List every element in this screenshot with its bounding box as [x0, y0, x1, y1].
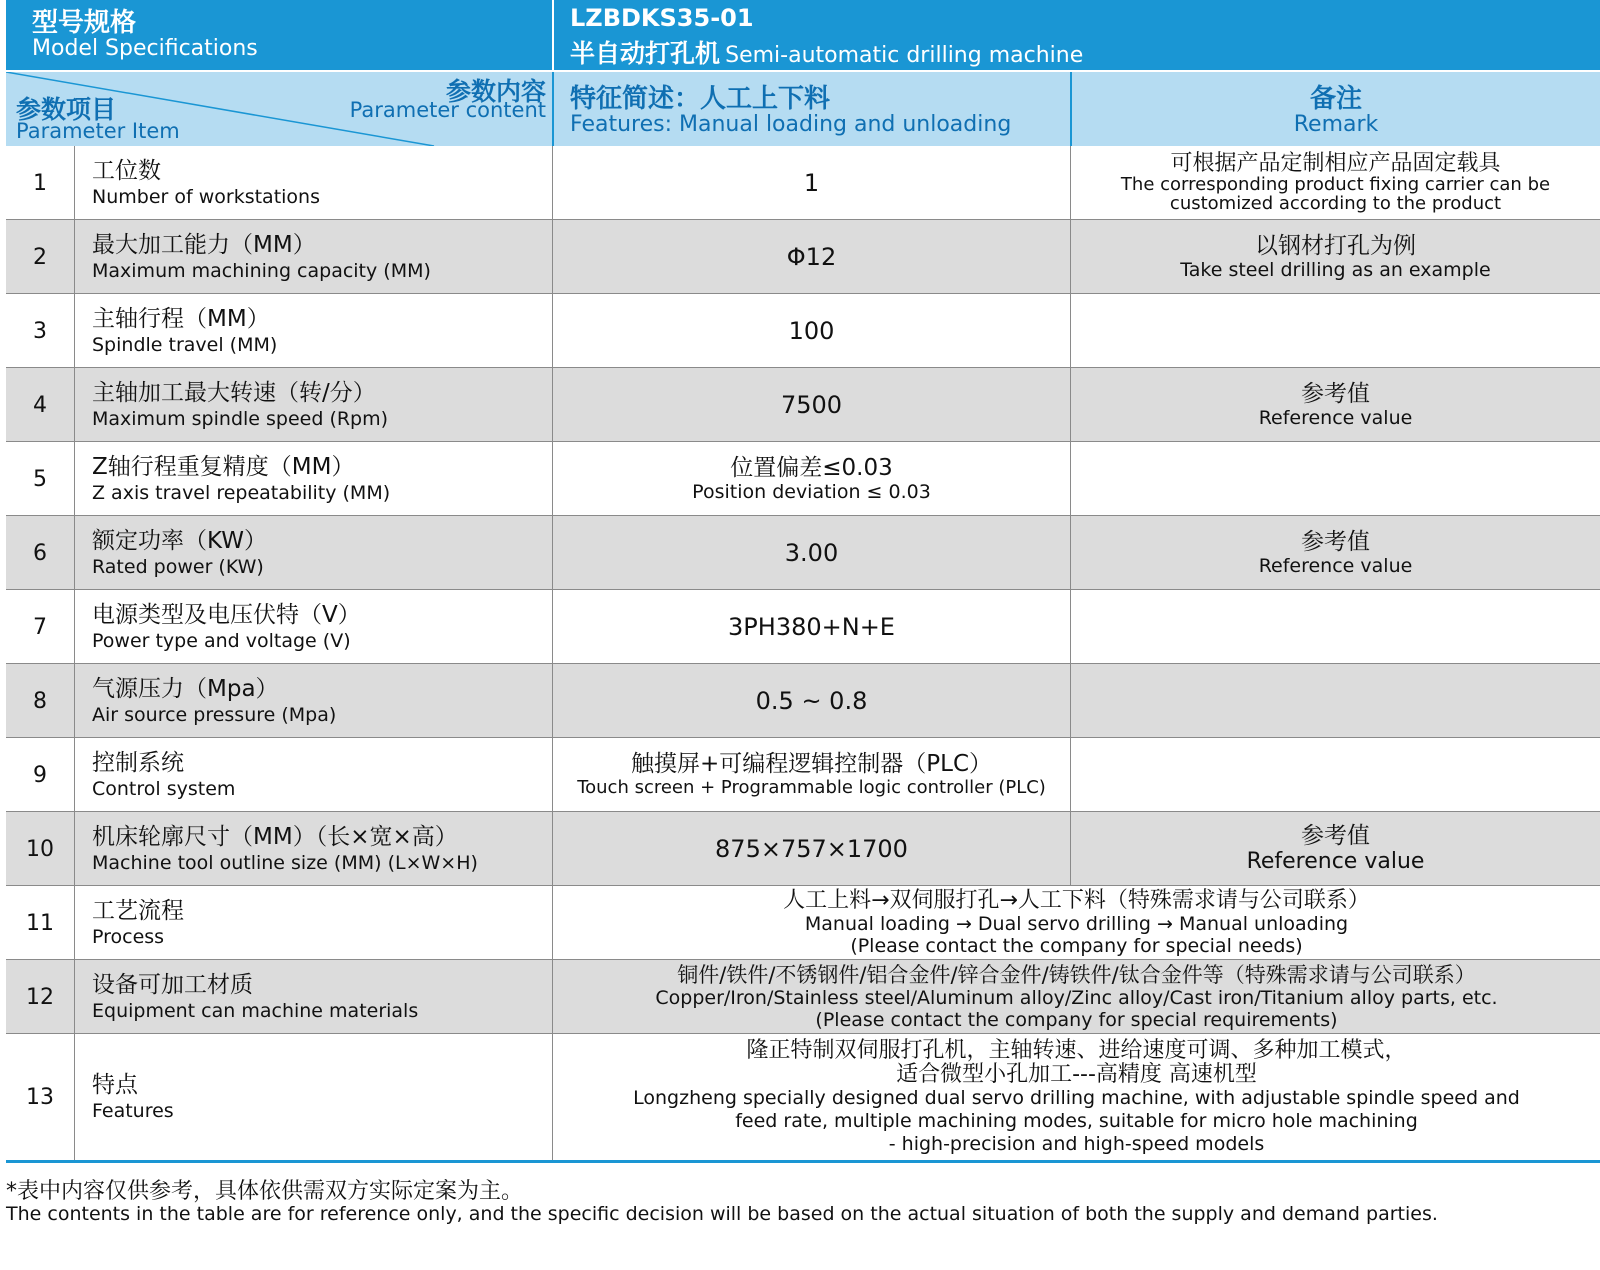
value-text: 7500	[780, 391, 843, 419]
param-item-en: Machine tool outline size (MM) (L×W×H)	[92, 852, 478, 874]
param-content-en: Parameter content	[349, 98, 546, 122]
param-item-cn: 参数项目	[16, 95, 117, 124]
row-number: 13	[26, 1084, 54, 1110]
param-item-en: Rated power (KW)	[92, 556, 264, 578]
param-item-cn: 主轴行程（MM）	[92, 306, 270, 332]
remark-cn: 参考值	[1301, 823, 1370, 849]
param-item-en: Number of workstations	[92, 186, 320, 208]
param-remark	[1071, 146, 1600, 220]
remark-en: Reference value	[1258, 407, 1413, 429]
param-item-cn: 特点	[92, 1072, 138, 1098]
value-en: Longzheng specially designed dual servo drilling machine, with adjustable spindle speed and	[633, 1086, 1520, 1109]
param-item-cn: 最大加工能力（MM）	[92, 232, 316, 258]
param-item-en: Parameter Item	[16, 119, 180, 143]
param-value	[553, 886, 1600, 960]
features-cn: 特征简述：人工上下料	[570, 84, 831, 114]
param-value	[553, 1034, 1600, 1160]
param-item-cn: 气源压力（Mpa）	[92, 676, 279, 702]
param-item-en: Control system	[92, 778, 236, 800]
value-cn: 隆正特制双伺服打孔机，主轴转速、进给速度可调、多种加工模式，	[746, 1037, 1407, 1063]
value-text: 1	[803, 169, 820, 197]
param-item-cn: 设备可加工材质	[92, 972, 253, 998]
row-number: 10	[26, 836, 54, 862]
value-en-line2: feed rate, multiple machining modes, suitable for micro hole machining	[735, 1109, 1418, 1132]
row-number: 3	[33, 318, 47, 344]
param-item	[92, 738, 552, 812]
table-row	[6, 812, 1600, 886]
param-remark	[1071, 516, 1600, 590]
row-number: 7	[33, 614, 47, 640]
remark-en: Reference value	[1258, 555, 1413, 577]
table-row	[6, 664, 1600, 738]
remark-cn: 可根据产品定制相应产品固定载具	[1170, 151, 1501, 176]
footnote-cn: *表中内容仅供参考，具体依供需双方实际定案为主。	[6, 1179, 524, 1204]
param-value	[553, 960, 1600, 1034]
table-title-bar	[6, 0, 1600, 70]
value-text: 3.00	[784, 539, 839, 567]
param-item-en: Features	[92, 1100, 174, 1122]
value-text: 875×757×1700	[715, 835, 908, 863]
param-value	[553, 590, 1070, 664]
machine-name-cn: 半自动打孔机	[570, 39, 721, 68]
value-text: Φ12	[786, 243, 837, 271]
table-row	[6, 738, 1600, 812]
param-value	[553, 738, 1070, 812]
value-text: 0.5 ~ 0.8	[755, 687, 868, 715]
param-remark	[1071, 738, 1600, 812]
model-code: LZBDKS35-01	[570, 4, 754, 32]
param-item-cn: 工艺流程	[92, 898, 184, 924]
value-en: Position deviation ≤ 0.03	[692, 481, 931, 503]
param-value	[553, 368, 1070, 442]
param-remark	[1071, 220, 1600, 294]
table-row	[6, 146, 1600, 220]
row-number: 4	[33, 392, 47, 418]
row-number: 2	[33, 244, 47, 270]
row-number: 8	[33, 688, 47, 714]
value-en: Touch screen + Programmable logic controller (PLC)	[577, 777, 1046, 798]
table-row	[6, 1034, 1600, 1160]
model-spec-cn: 型号规格	[32, 8, 137, 38]
param-item	[92, 368, 552, 442]
row-number: 9	[33, 762, 47, 788]
row-number: 12	[26, 984, 54, 1010]
remark-en: Reference value	[1246, 849, 1425, 874]
value-text: 3PH380+N+E	[728, 613, 895, 641]
table-row	[6, 368, 1600, 442]
remark-cn: 备注	[1309, 84, 1362, 114]
table-row	[6, 294, 1600, 368]
col-divider	[552, 72, 554, 146]
features-en: Features: Manual loading and unloading	[570, 112, 1012, 137]
param-item-cn: 控制系统	[92, 750, 184, 776]
remark-en: The corresponding product fixing carrier can be customized according to the product	[1120, 174, 1551, 214]
param-item-en: Maximum machining capacity (MM)	[92, 260, 431, 282]
param-item-en: Air source pressure (Mpa)	[92, 704, 337, 726]
param-remark	[1071, 590, 1600, 664]
param-item-cn: 机床轮廓尺寸（MM）（长×宽×高）	[92, 824, 458, 850]
param-item-en: Z axis travel repeatability (MM)	[92, 482, 391, 504]
remark-en: Remark	[1293, 112, 1379, 137]
param-item	[92, 516, 552, 590]
param-item-cn: 额定功率（KW）	[92, 528, 268, 554]
model-spec-en: Model Specifications	[32, 36, 258, 61]
param-item	[92, 442, 552, 516]
param-value	[553, 146, 1070, 220]
param-item-cn: 工位数	[92, 158, 161, 184]
param-item-cn: 电源类型及电压伏特（V）	[92, 602, 361, 628]
footnote-en: The contents in the table are for reference only, and the specific decision will be based on the actual situation of both the supply and demand parties.	[6, 1203, 1438, 1225]
value-en-note: (Please contact the company for special needs)	[850, 935, 1303, 957]
table-row	[6, 516, 1600, 590]
param-item-cn: Z轴行程重复精度（MM）	[92, 454, 355, 480]
param-value	[553, 516, 1070, 590]
param-remark	[1071, 368, 1600, 442]
param-item-en: Equipment can machine materials	[92, 1000, 419, 1022]
row-number: 11	[26, 910, 54, 936]
remark-cn: 以钢材打孔为例	[1255, 233, 1416, 259]
param-content-cn: 参数内容	[445, 77, 546, 106]
param-item	[92, 1034, 552, 1160]
value-cn-line2: 适合微型小孔加工---高精度 高速机型	[896, 1061, 1257, 1087]
model-name-header	[554, 0, 1600, 70]
table-row	[6, 442, 1600, 516]
value-cn: 触摸屏+可编程逻辑控制器（PLC）	[630, 751, 992, 777]
table-row	[6, 886, 1600, 960]
value-en: Copper/Iron/Stainless steel/Aluminum alloy/Zinc alloy/Cast iron/Titanium alloy parts, etc.	[655, 987, 1498, 1009]
param-remark	[1071, 442, 1600, 516]
param-remark	[1071, 294, 1600, 368]
table-row	[6, 960, 1600, 1034]
machine-name-en: Semi-automatic drilling machine	[725, 43, 1084, 68]
param-item	[92, 886, 552, 960]
value-text: 100	[788, 317, 835, 345]
value-en-line3: - high-precision and high-speed models	[888, 1132, 1265, 1155]
param-item	[92, 960, 552, 1034]
param-remark	[1071, 664, 1600, 738]
value-en: Manual loading → Dual servo drilling → Manual unloading	[804, 913, 1349, 935]
value-cn: 铜件/铁件/不锈钢件/铝合金件/锌合金件/铸铁件/钛合金件等（特殊需求请与公司联系）	[677, 963, 1476, 987]
row-number: 6	[33, 540, 47, 566]
table-bottom-border	[6, 1160, 1600, 1163]
param-item	[92, 220, 552, 294]
remark-en: Take steel drilling as an example	[1180, 259, 1491, 281]
param-value	[553, 220, 1070, 294]
param-item	[92, 664, 552, 738]
row-number: 1	[33, 170, 47, 196]
param-item	[92, 294, 552, 368]
value-cn: 位置偏差≤0.03	[730, 455, 893, 481]
param-item	[92, 146, 552, 220]
param-item-en: Process	[92, 926, 165, 948]
table-row	[6, 590, 1600, 664]
param-remark	[1071, 812, 1600, 886]
param-item-cn: 主轴加工最大转速（转/分）	[92, 380, 376, 406]
param-item-en: Spindle travel (MM)	[92, 334, 278, 356]
row-number: 5	[33, 466, 47, 492]
value-cn: 人工上料→双伺服打孔→人工下料（特殊需求请与公司联系）	[783, 888, 1370, 913]
param-value	[553, 442, 1070, 516]
remark-cn: 参考值	[1301, 529, 1370, 555]
value-en-note: (Please contact the company for special requirements)	[815, 1009, 1338, 1031]
param-value	[553, 664, 1070, 738]
model-spec-header	[6, 0, 552, 70]
machine-name	[570, 34, 1083, 70]
param-item-en: Power type and voltage (V)	[92, 630, 351, 652]
param-item	[92, 812, 552, 886]
table-row	[6, 220, 1600, 294]
param-value	[553, 812, 1070, 886]
param-value	[553, 294, 1070, 368]
param-item-en: Maximum spindle speed (Rpm)	[92, 408, 389, 430]
param-item	[92, 590, 552, 664]
remark-cn: 参考值	[1301, 381, 1370, 407]
column-header-bar	[6, 72, 1600, 146]
